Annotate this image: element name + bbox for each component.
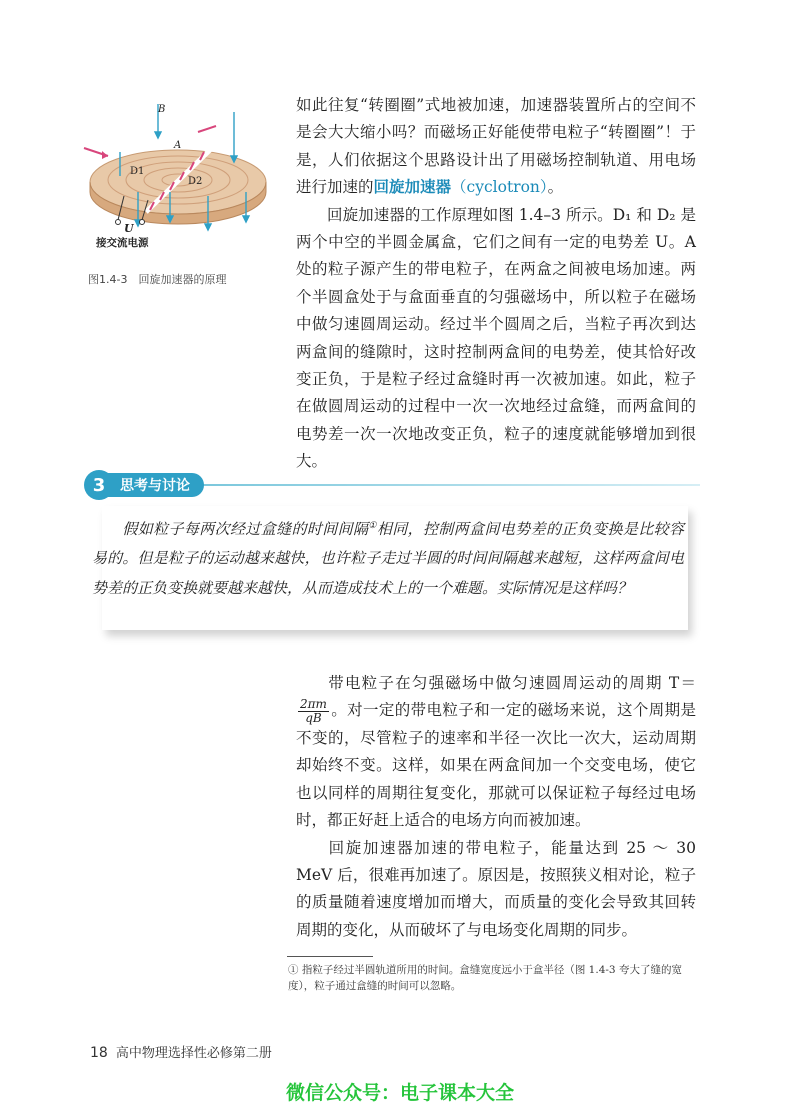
- para-top-p1-text: 如此往复“转圈圈”式地被加速，加速器装置所占的空间不是会大大缩小吗？而磁场正好能使带电粒子“转圈圈”！于是，人们依据这个思路设计出了用磁场控制轨道、用电场进行加速的: [296, 96, 696, 197]
- formula-numerator: 2πm: [300, 696, 327, 711]
- term-cyclotron: 回旋加速器: [373, 178, 452, 197]
- para-bottom-p1-after: 。对一定的带电粒子和一定的磁场来说，这个周期是不变的，尽管粒子的速率和半径一次比一次大，运动周期却始终不变。这样，如果在两盒间加一个交变电场，使它也以同样的周期往复变化，那就可以保证粒子每经过电场时，都正好赶上适合的电场方向而被加速。: [296, 701, 696, 830]
- discussion-header: [84, 470, 212, 500]
- para-bottom-p1-before: 带电粒子在匀强磁场中做匀速圆周运动的周期 T＝: [327, 674, 696, 692]
- period-formula: [298, 698, 329, 725]
- term-cyclotron-english: （cyclotron）: [451, 178, 548, 197]
- formula-denominator: qB: [305, 710, 322, 725]
- discussion-title: 思考与讨论: [108, 473, 204, 497]
- discussion-text-part2: 相同，控制两盒间电势差的正负变换是比较容易的。但是粒子的运动越来越快，也许粒子走过半圆的时间间隔越来越短，这样两盒间电势差的正负变换就要越来越快，从而造成技术上的一个难题。实际情况是这样吗？: [92, 520, 684, 597]
- para-top: [296, 92, 696, 476]
- label-ac-source: 接交流电源: [96, 237, 149, 249]
- book-title: 高中物理选择性必修第二册: [115, 1046, 272, 1061]
- cyclotron-figure: [78, 92, 278, 292]
- footnote-marker: ①: [368, 521, 377, 531]
- para-top-p1-end: 。: [547, 178, 564, 197]
- label-a: A: [174, 140, 182, 151]
- page-footer: [90, 1042, 272, 1061]
- footnote: ① 指粒子经过半圆轨道所用的时间。盒缝宽度远小于盒半径（图 1.4-3 夸大了缝的宽度），粒子通过盒缝的时间可以忽略。: [288, 964, 682, 992]
- label-b: B: [158, 104, 166, 115]
- para-bottom: [296, 670, 696, 944]
- label-d1: D1: [130, 166, 145, 177]
- para-top-p2: 回旋加速器的工作原理如图 1.4–3 所示。D₁ 和 D₂ 是两个中空的半圆金属盒，它们之间有一定的电势差 U。A 处的粒子源产生的带电粒子，在两盒之间被电场加速。两个半圆盒处于与盒面垂直的匀强磁场中，所以粒子在磁场中做匀速圆周运动。经过半个圆周之后，当粒子再次到达两盒间的缝隙时，这时控制两盒间的电势差，使其恰好改变正负，于是粒子经过盒缝时再一次被加速。如此，粒子在做圆周运动的过程中一次一次地经过盒缝，而两盒间的电势差一次一次地改变正负，粒子的速度就能够增加到很大。: [296, 205, 696, 471]
- figure-caption: 图1.4-3 回旋加速器的原理: [88, 273, 227, 286]
- page-number: 18: [90, 1045, 108, 1061]
- para-bottom-p2: 回旋加速器加速的带电粒子，能量达到 25 ～ 30 MeV 后，很难再加速了。原因是，按照狭义相对论，粒子的质量随着速度增加而增大，而质量的变化会导致其回转周期的变化，从而破坏了与电场变化周期的同步。: [296, 838, 696, 939]
- footnote-rule: [287, 956, 373, 957]
- label-d2: D2: [188, 176, 203, 187]
- discussion-text: [92, 512, 684, 603]
- label-u: U: [124, 222, 134, 235]
- discussion-icon: 3: [84, 470, 114, 500]
- wechat-watermark: 微信公众号：电子课本大全: [285, 1082, 514, 1104]
- discussion-text-part1: 假如粒子每两次经过盒缝的时间间隔: [122, 520, 369, 538]
- cyclotron-diagram: [78, 92, 278, 292]
